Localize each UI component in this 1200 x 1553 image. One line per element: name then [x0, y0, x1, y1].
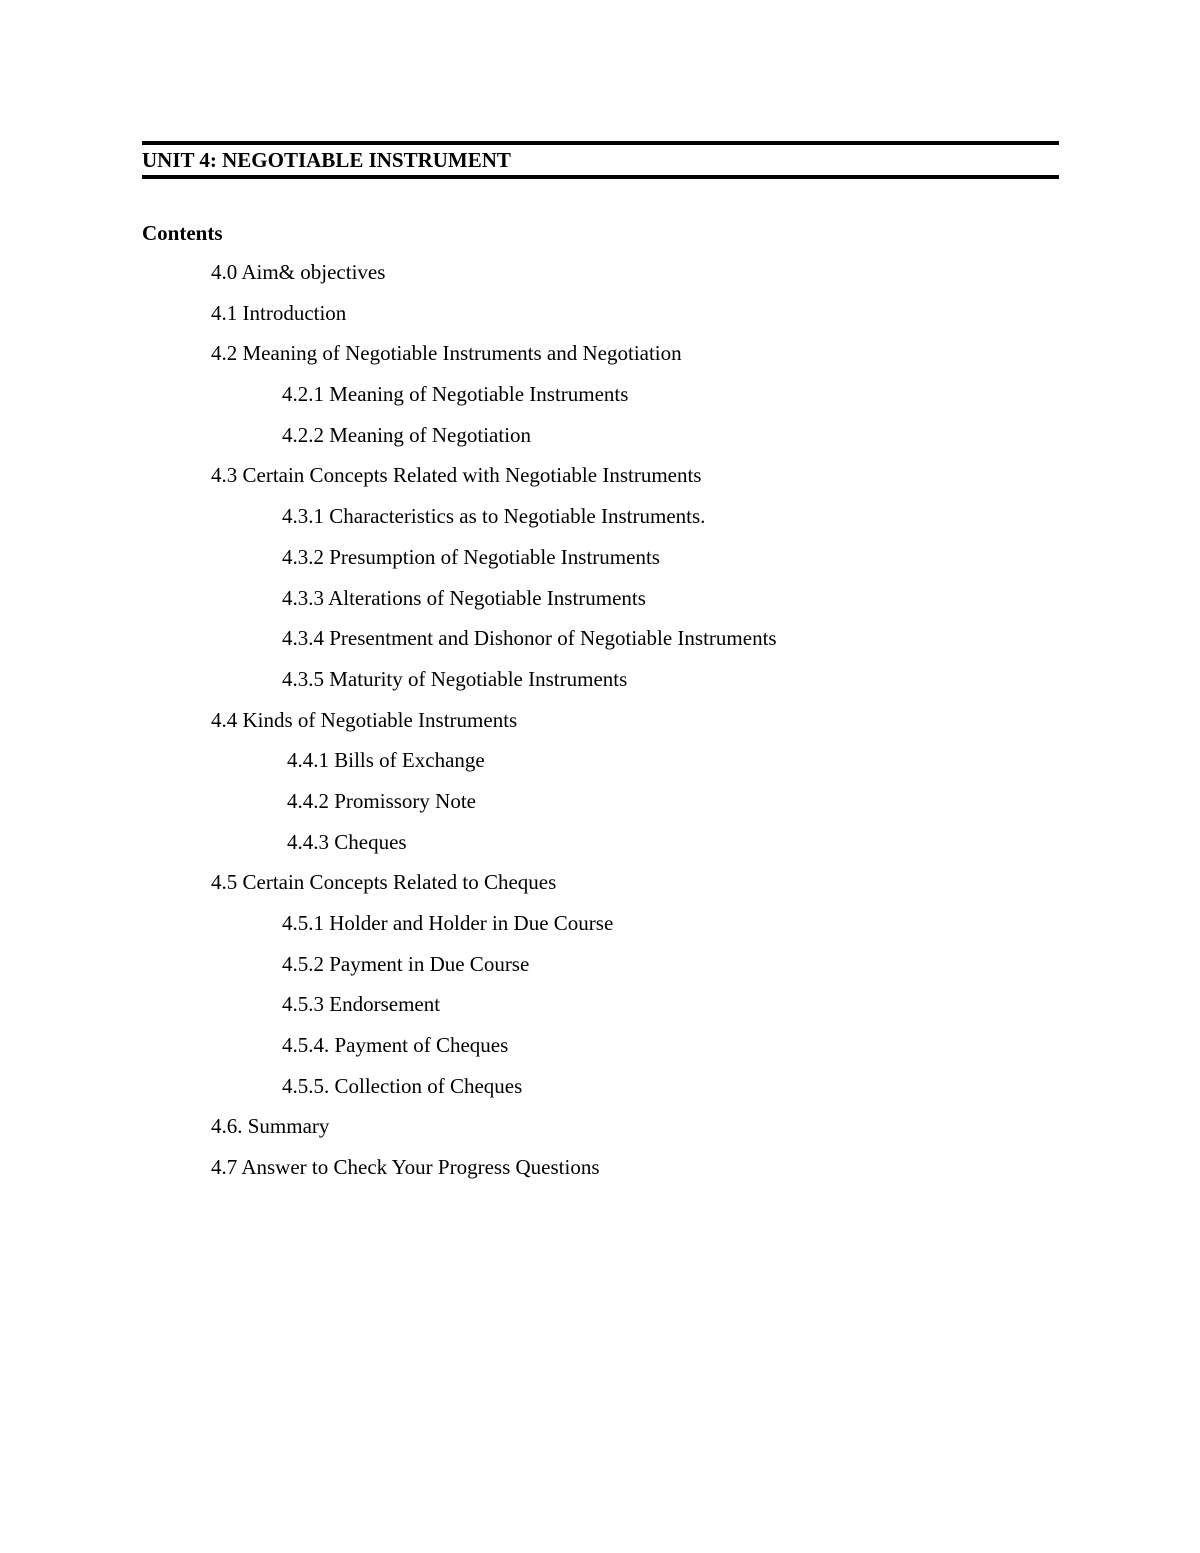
unit-title: UNIT 4: NEGOTIABLE INSTRUMENT — [142, 148, 511, 172]
toc-item-4-5-3: 4.5.3 Endorsement — [282, 992, 441, 1017]
toc-item-4-5: 4.5 Certain Concepts Related to Cheques — [211, 870, 557, 895]
toc-item-4-3: 4.3 Certain Concepts Related with Negotiable Instruments — [211, 463, 702, 488]
toc-item-4-4-3: 4.4.3 Cheques — [287, 829, 407, 854]
toc-item-4-5-5: 4.5.5. Collection of Cheques — [282, 1073, 523, 1098]
toc-item-4-3-3: 4.3.3 Alterations of Negotiable Instruments — [282, 585, 646, 610]
toc-item-4-5-2: 4.5.2 Payment in Due Course — [282, 951, 530, 976]
toc-item-4-5-1: 4.5.1 Holder and Holder in Due Course — [282, 911, 614, 935]
contents-heading: Contents — [142, 221, 223, 245]
table-of-contents — [0, 258, 1200, 1194]
toc-item-4-3-1: 4.3.1 Characteristics as to Negotiable Instruments. — [282, 504, 706, 529]
toc-item-4-3-4: 4.3.4 Presentment and Dishonor of Negotiable Instruments — [282, 626, 777, 651]
toc-item-4-6: 4.6. Summary — [211, 1114, 330, 1139]
toc-item-4-4-2: 4.4.2 Promissory Note — [287, 788, 476, 813]
toc-item-4-2-1: 4.2.1 Meaning of Negotiable Instruments — [282, 382, 629, 407]
toc-item-4-1: 4.1 Introduction — [211, 300, 347, 325]
toc-item-4-2: 4.2 Meaning of Negotiable Instruments and Negotiation — [211, 341, 682, 366]
toc-item-4-7: 4.7 Answer to Check Your Progress Questions — [211, 1155, 600, 1180]
title-bottom-rule — [142, 175, 1059, 179]
toc-item-4-4: 4.4 Kinds of Negotiable Instruments — [211, 707, 518, 732]
toc-item-4-5-4: 4.5.4. Payment of Cheques — [282, 1033, 509, 1058]
toc-item-4-2-2: 4.2.2 Meaning of Negotiation — [282, 422, 532, 447]
toc-item-4-4-1: 4.4.1 Bills of Exchange — [287, 748, 485, 773]
title-top-rule — [142, 141, 1059, 145]
toc-item-4-0: 4.0 Aim& objectives — [211, 260, 386, 284]
toc-item-4-3-5: 4.3.5 Maturity of Negotiable Instruments — [282, 666, 628, 691]
toc-item-4-3-2: 4.3.2 Presumption of Negotiable Instruments — [282, 544, 660, 569]
